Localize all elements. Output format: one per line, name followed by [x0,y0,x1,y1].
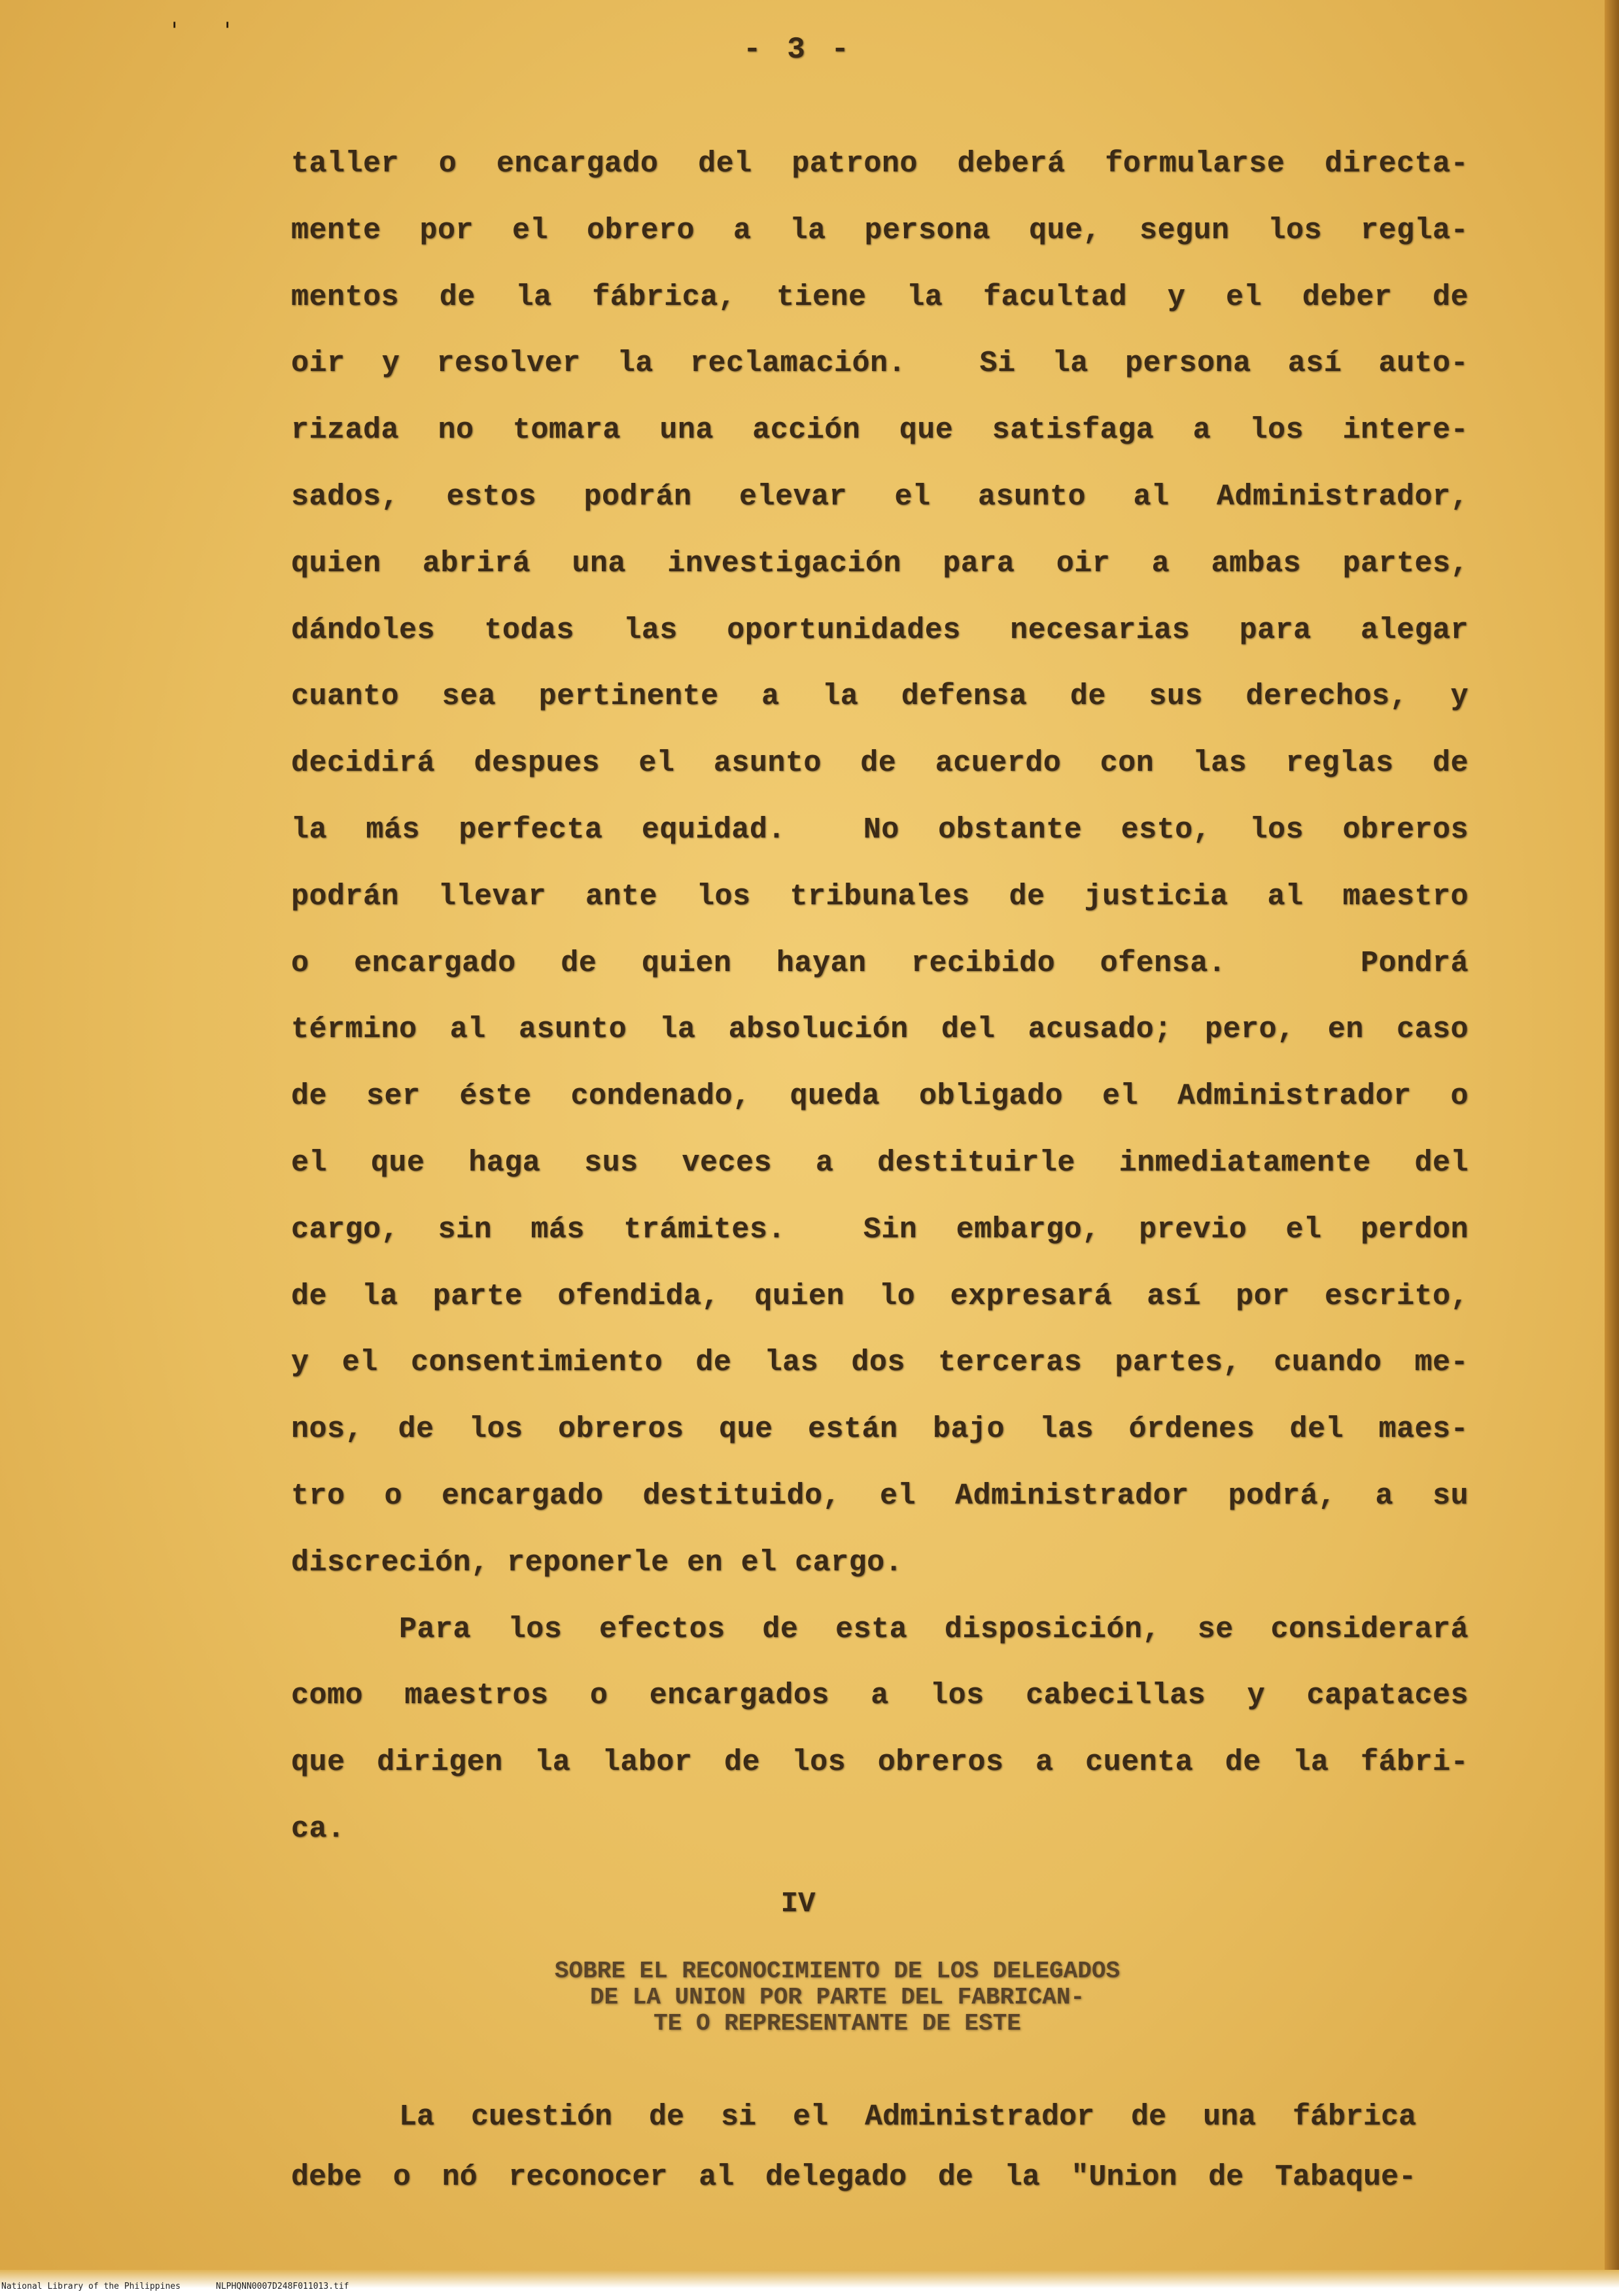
text-line: tro o encargado destituido, el Administrador podrá, a su [291,1479,1469,1513]
paper-edge-right [1605,0,1619,2296]
text-line: La cuestión de si el Administrador de una fábrica [399,2100,1416,2134]
library-credit: National Library of the Philippines [1,2282,181,2291]
section-heading [366,1958,1308,2037]
text-line: ca. [291,1812,345,1846]
text-line: término al asunto la absolución del acusado; pero, en caso [291,1013,1469,1047]
text-line: o encargado de quien hayan recibido ofensa. Pondrá [291,946,1469,980]
scan-footer [0,2280,1619,2293]
text-line: sados, estos podrán elevar el asunto al Administrador, [291,480,1469,514]
body-text-continued [291,2087,1416,2208]
text-line: Para los efectos de esta disposición, se considerará [399,1612,1469,1646]
text-line: decidirá despues el asunto de acuerdo con las reglas de [291,747,1469,781]
text-line: rizada no tomara una acción que satisfaga a los intere- [291,414,1469,448]
text-line: la más perfecta equidad. No obstante esto, los obreros [291,813,1469,847]
text-line: quien abrirá una investigación para oir a ambas partes, [291,546,1469,580]
text-line: taller o encargado del patrono deberá formularse directa- [291,147,1469,181]
section-numeral: IV [780,1888,816,1920]
text-line: cargo, sin más trámites. Sin embargo, previo el perdon [291,1212,1469,1246]
heading-line: DE LA UNION POR PARTE DEL FABRICAN- [589,1984,1085,2011]
text-line: de ser éste condenado, queda obligado el Administrador o [291,1080,1469,1114]
text-line: discreción, reponerle en el cargo. [291,1545,903,1580]
file-identifier: NLPHQNN0007D248F011013.tif [216,2282,349,2291]
text-line: cuanto sea pertinente a la defensa de sus derechos, y [291,680,1469,714]
margin-mark: ' [171,18,178,44]
text-line: de la parte ofendida, quien lo expresará así por escrito, [291,1279,1469,1313]
text-line: como maestros o encargados a los cabecillas y capataces [291,1679,1469,1713]
text-line: que dirigen la labor de los obreros a cuenta de la fábri- [291,1746,1469,1780]
text-line: y el consentimiento de las dos terceras partes, cuando me- [291,1346,1469,1380]
text-line: mente por el obrero a la persona que, segun los regla- [291,213,1469,247]
text-line: el que haga sus veces a destituirle inmediatamente del [291,1146,1469,1180]
text-line: debe o nó reconocer al delegado de la "Union de Tabaque- [291,2161,1416,2194]
text-line: podrán llevar ante los tribunales de justicia al maestro [291,879,1469,913]
body-text [291,131,1469,1863]
heading-line: SOBRE EL RECONOCIMIENTO DE LOS DELEGADOS [554,1958,1121,1985]
page-number: - 3 - [742,33,854,67]
margin-mark: ' [224,18,231,44]
text-line: dándoles todas las oportunidades necesarias para alegar [291,613,1469,647]
text-line: oir y resolver la reclamación. Si la persona así auto- [291,347,1469,381]
text-line: mentos de la fábrica, tiene la facultad y el deber de [291,280,1469,314]
text-line: nos, de los obreros que están bajo las órdenes del maes- [291,1413,1469,1447]
heading-line: TE O REPRESENTANTE DE ESTE [653,2010,1021,2037]
